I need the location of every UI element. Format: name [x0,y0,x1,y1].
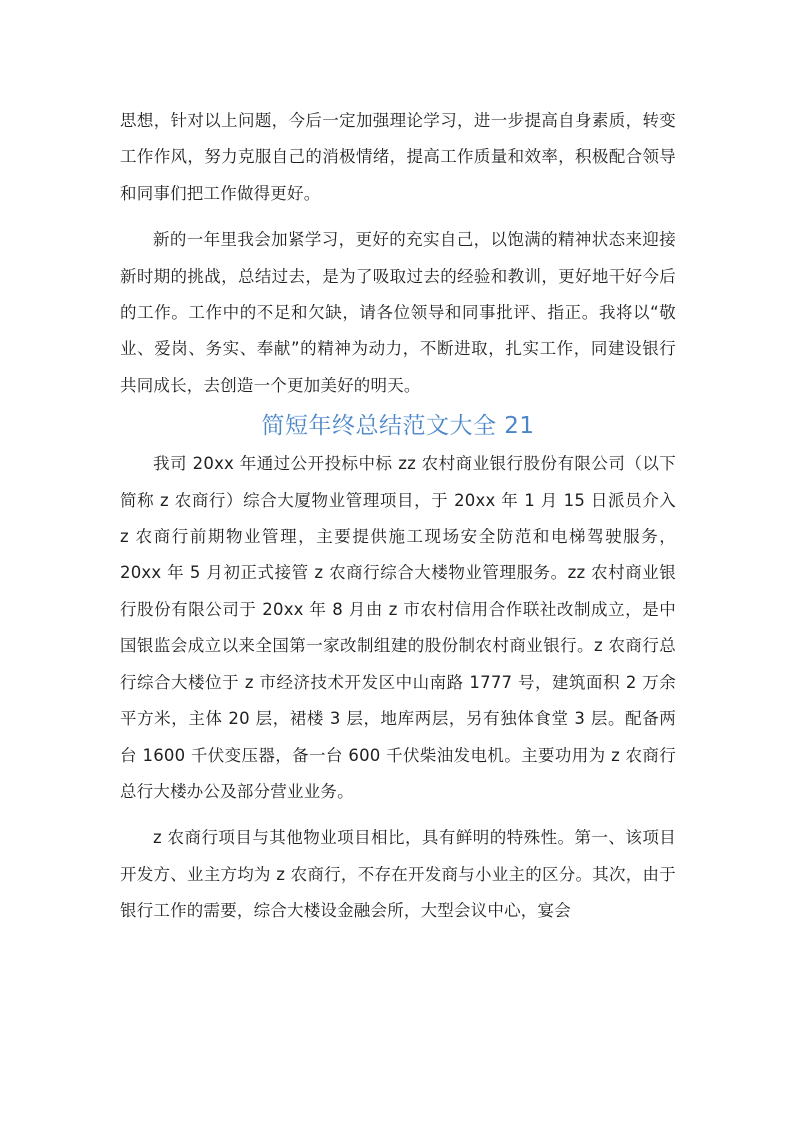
section-title: 简短年终总结范文大全 21 [261,413,535,440]
paragraph-project-intro: 我司 20xx 年通过公开投标中标 zz 农村商业银行股份有限公司（以下简称 z 农商行）综合大厦物业管理项目，于 20xx 年 1 月 15 日派员介入 z 农商行前期物业管理，主要提供施工现场安全防范和电梯驾驶服务，20xx 年 5 月初正式接管 z 农商行综合大楼物业管理服务。zz 农村商业银行股份有限公司于 20xx 年 8 月由 z 市农村信用合作联社改制成立，是中国银监会成立以来全国第一家改制组建的股份制农村商业银行。z 农商行总行综合大楼位于 z 市经济技术开发区中山南路 1777 号，建筑面积 2 万余平方米，主体 20 层，裙楼 3 层，地库两层，另有独体食堂 3 层。配备两台 1600 千伏变压器，备一台 600 千伏柴油发电机。主要功用为 z 农商行总行大楼办公及部分营业业务。 [120,454,676,801]
paragraph-project-features: z 农商行项目与其他物业项目相比，具有鲜明的特殊性。第一、该项目开发方、业主方均为 z 农商行，不存在开发商与小业主的区分。其次，由于银行工作的需要，综合大楼设金融会所，大型会议中心，宴会 [120,828,676,921]
paragraph-continued: 思想，针对以上问题，今后一定加强理论学习，进一步提高自身素质，转变工作作风，努力克服自己的消极情绪，提高工作质量和效率，积极配合领导和同事们把工作做得更好。 [120,111,676,203]
paragraph-new-year: 新的一年里我会加紧学习，更好的充实自己，以饱满的精神状态来迎接新时期的挑战，总结过去，是为了吸取过去的经验和教训，更好地干好今后的工作。工作中的不足和欠缺，请各位领导和同事批评、指正。我将以“敬业、爱岗、务实、奉献”的精神为动力，不断进取，扎实工作，同建设银行共同成长，去创造一个更加美好的明天。 [120,230,676,395]
document-body [120,103,676,930]
